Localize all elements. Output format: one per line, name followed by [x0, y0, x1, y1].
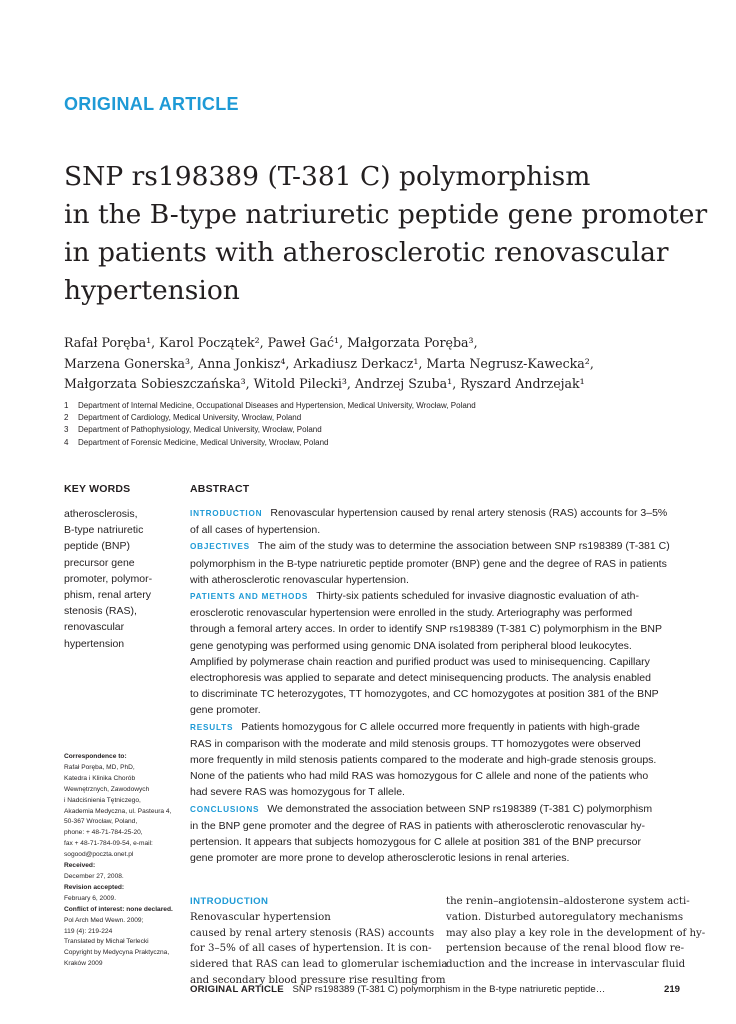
citation-line: Pol Arch Med Wewn. 2009; — [64, 916, 144, 924]
article-title — [64, 158, 708, 310]
received-label: Received: — [64, 862, 96, 870]
keyword-line: atherosclerosis, — [64, 508, 138, 520]
body-column-left — [190, 894, 448, 989]
affiliation-list — [64, 400, 704, 449]
page-number: 219 — [663, 984, 680, 995]
affiliation-text: Department of Internal Medicine, Occupational Diseases and Hypertension, Medical University, Wrocław, Poland — [78, 401, 476, 410]
correspondence-line: Akademia Medyczna, ul. Pasteura 4, — [64, 807, 172, 815]
author-list — [64, 333, 704, 395]
translator-line: Translated by Michał Terlecki — [64, 938, 149, 946]
abstract-heading: ABSTRACT — [190, 483, 250, 495]
title-line: SNP rs198389 (T-381 C) polymorphism — [64, 161, 591, 192]
author-line: Rafał Poręba¹, Karol Początek², Paweł Gać¹, Małgorzata Poręba³, — [64, 335, 478, 350]
abstract-line: through a femoral artery acces. In order to identify SNP rs198389 (T-381 C) polymorphism in the BNP — [190, 623, 662, 636]
keywords-list — [64, 506, 174, 652]
abstract-line — [190, 505, 684, 522]
keywords-heading: KEY WORDS — [64, 483, 131, 495]
abstract-text: Patients homozygous for C allele occurred more frequently in patients with high-grade — [241, 720, 640, 733]
author-line: Małgorzata Sobieszczańska³, Witold Pilecki³, Andrzej Szuba¹, Ryszard Andrzejak¹ — [64, 376, 585, 391]
affiliation-number: 2 — [64, 413, 69, 423]
keyword-line: hypertension — [64, 637, 125, 650]
keyword-line: peptide (BNP) — [64, 540, 130, 553]
copyright-line: Copyright by Medycyna Praktyczna, — [64, 949, 170, 957]
affiliation-text: Department of Pathophysiology, Medical University, Wrocław, Poland — [78, 425, 322, 435]
abstract-line: erosclerotic renovascular hypertension were enrolled in the study. Arteriography was performed — [190, 607, 633, 620]
correspondence-email: sogood@poczta.onet.pl — [64, 851, 134, 859]
abstract-text: The aim of the study was to determine the association between SNP rs198389 (T-381 C) — [257, 540, 670, 553]
intro-section-label: INTRODUCTION — [190, 896, 269, 907]
body-line: caused by renal artery stenosis (RAS) accounts — [190, 927, 435, 939]
citation-line: 119 (4): 219-224 — [64, 927, 113, 935]
title-line: in patients with atherosclerotic renovascular — [64, 237, 669, 268]
body-line: vation. Disturbed autoregulatory mechanisms — [446, 911, 684, 923]
correspondence-line: Rafał Poręba, MD, PhD, — [64, 763, 135, 771]
received-line — [64, 861, 184, 883]
abstract-section-label: RESULTS — [190, 722, 234, 732]
correspondence-block — [64, 752, 184, 970]
abstract-line: gene promoter are more prone to develop atherosclerotic lesions in renal arteries. — [190, 852, 570, 865]
body-line: sidered that RAS can lead to glomerular ischemia — [190, 959, 448, 971]
abstract-line: RAS in comparison with the moderate and mild stenosis groups. TT homozygotes were observed — [190, 737, 641, 750]
abstract-line: in the BNP gene promoter and the degree of RAS in patients with atherosclerotic renovascular hy- — [190, 819, 646, 832]
abstract-line: pertension. It appears that subjects homozygous for C allele at position 381 of the BNP precursor — [190, 836, 641, 849]
affiliation-text: Department of Cardiology, Medical University, Wrocław, Poland — [78, 413, 302, 423]
body-line: the renin–angiotensin–aldosterone system acti- — [446, 896, 690, 907]
body-line: and secondary blood pressure rise resulting from — [190, 974, 446, 986]
abstract-line: gene promoter. — [190, 704, 261, 717]
body-line: duction and the increase in intervascular fluid — [446, 959, 686, 971]
keyword-line: phism, renal artery — [64, 589, 151, 602]
page-footer — [190, 984, 684, 995]
abstract-line: of all cases of hypertension. — [190, 524, 321, 537]
abstract-line — [190, 801, 684, 818]
affiliation-item — [64, 424, 704, 436]
body-line: pertension because of the renal blood flow re- — [446, 943, 685, 955]
abstract-line: with atherosclerotic renovascular hypertension. — [190, 573, 409, 586]
abstract-line: had severe RAS was homozygous for T allele. — [190, 786, 405, 799]
correspondence-heading: Correspondence to: — [64, 753, 127, 760]
abstract-line: to discriminate TC heterozygotes, TT homozygotes, and CC homozygotes at position 381 of the BNP — [190, 688, 659, 701]
abstract-line — [190, 588, 684, 605]
accepted-label: Revision accepted: — [64, 883, 125, 891]
affiliation-text: Department of Forensic Medicine, Medical University, Wrocław, Poland — [78, 437, 329, 447]
abstract-section-label: INTRODUCTION — [190, 509, 263, 518]
received-date: December 27, 2008. — [64, 872, 124, 880]
abstract-line: electrophoresis was applied to separate and detect minisequencing products. The analysis enabled — [190, 672, 651, 685]
author-line: Marzena Gonerska³, Anna Jonkisz⁴, Arkadiusz Derkacz¹, Marta Negrusz-Kawecka², — [64, 355, 594, 371]
affiliation-item — [64, 400, 704, 412]
affiliation-number: 3 — [64, 425, 69, 435]
abstract-body — [190, 505, 684, 866]
affiliation-item — [64, 437, 704, 449]
footer-article-type: ORIGINAL ARTICLE — [190, 984, 284, 995]
abstract-line: Amplified by polymerase chain reaction and purified product was used to minisequencing. Capillary — [190, 655, 650, 668]
correspondence-line: i Nadciśnienia Tętniczego, — [64, 796, 141, 804]
copyright-line: Kraków 2009 — [64, 960, 103, 968]
body-text: Renovascular hypertension — [190, 911, 331, 923]
affiliation-item — [64, 412, 704, 424]
correspondence-line: Katedra i Klinika Chorób — [64, 774, 136, 782]
body-column-right — [446, 894, 706, 973]
abstract-line: gene genotyping was performed using genomic DNA isolated from peripheral blood leukocytes. — [190, 639, 632, 652]
body-line — [190, 894, 430, 926]
abstract-text: Thirty-six patients scheduled for invasive diagnostic evaluation of ath- — [316, 590, 639, 603]
abstract-line — [190, 719, 684, 736]
abstract-text: Renovascular hypertension caused by renal artery stenosis (RAS) accounts for 3–5% — [270, 507, 668, 519]
title-line: hypertension — [64, 275, 240, 306]
correspondence-line: 50-367 Wrocław, Poland, — [64, 818, 138, 826]
correspondence-line: Wewnętrznych, Zawodowych — [64, 785, 150, 793]
footer-running-title: SNP rs198389 (T-381 C) polymorphism in the B-type natriuretic peptide… — [292, 984, 606, 995]
abstract-line: more frequently in mild stenosis patients compared to the moderate and high-grade stenosis groups. — [190, 754, 657, 767]
title-line: in the B-type natriuretic peptide gene promoter — [64, 199, 708, 230]
abstract-line — [190, 538, 684, 555]
affiliation-number: 4 — [64, 437, 69, 447]
abstract-line: polymorphism in the B-type natriuretic peptide promoter (BNP) gene and the degree of RAS in patients — [190, 557, 667, 570]
article-type-label: ORIGINAL ARTICLE — [64, 94, 239, 114]
keyword-line: renovascular — [64, 621, 125, 634]
accepted-date: February 6, 2009. — [64, 894, 117, 902]
affiliation-number: 1 — [64, 401, 69, 410]
body-line: for 3–5% of all cases of hypertension. It is con- — [190, 943, 432, 955]
keyword-line: precursor gene — [64, 556, 135, 569]
body-line: may also play a key role in the development of hy- — [446, 927, 706, 939]
keyword-line: stenosis (RAS), — [64, 605, 137, 618]
conflict-statement: Conflict of interest: none declared. — [64, 905, 173, 913]
keyword-line: B-type natriuretic — [64, 524, 144, 537]
correspondence-line: fax + 48-71-784-09-54, e-mail: — [64, 840, 153, 848]
abstract-text: We demonstrated the association between SNP rs198389 (T-381 C) polymorphism — [267, 802, 653, 815]
abstract-line: None of the patients who had mild RAS was homozygous for C allele and none of the patients who — [190, 770, 649, 783]
correspondence-line: phone: + 48-71-784-25-20, — [64, 829, 143, 837]
abstract-section-label: OBJECTIVES — [190, 542, 250, 552]
keyword-line: promoter, polymor- — [64, 572, 153, 585]
abstract-section-label: CONCLUSIONS — [190, 804, 260, 814]
abstract-section-label: PATIENTS AND METHODS — [190, 592, 309, 602]
